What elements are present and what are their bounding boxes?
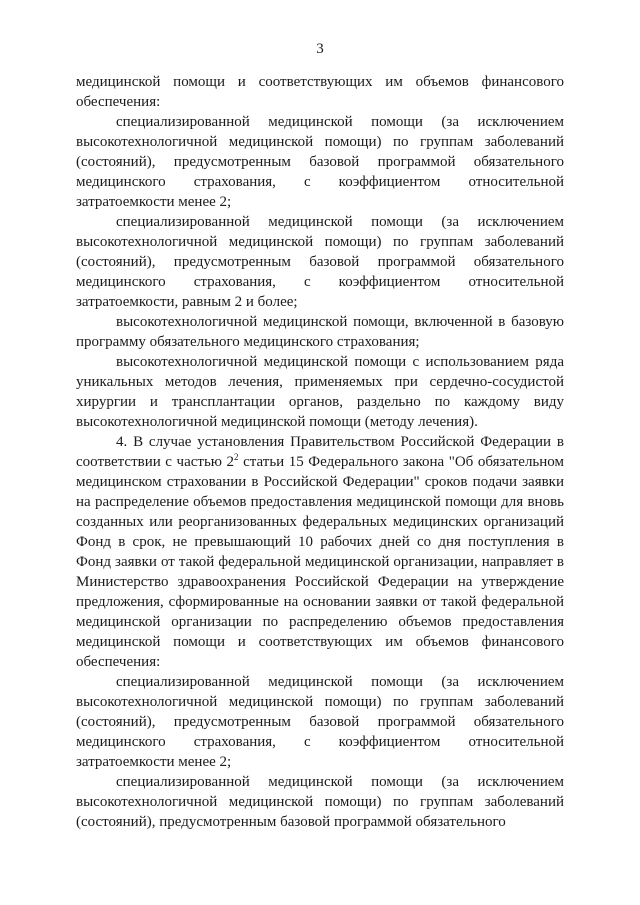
clause-4-text-start: 4. В случае установления Правительством Российской Федерации в соответствии с частью 2 bbox=[76, 434, 564, 470]
page-number: 3 bbox=[316, 41, 324, 57]
list-item-high-tech-care-unique-methods: высокотехнологичной медицинской помощи с использованием ряда уникальных методов лечения, применяемых при сердечно-сосудистой хирургии и трансплантации органов, раздельно по каждому виду высокотехнологичной медицинской помощи (методу лечения). bbox=[76, 354, 564, 430]
document-body bbox=[76, 72, 564, 832]
list-item-specialized-care-coef-below-2: специализированной медицинской помощи (за исключением высокотехнологичной медицинской помощи) по группам заболеваний (состояний), предусмотренным базовой программой обязательного медицинского страхования, с коэффициентом относительной затратоемкости менее 2; bbox=[76, 114, 564, 210]
clause-4-text-end: статьи 15 Федерального закона "Об обязательном медицинском страховании в Российской Федерации" сроков подачи заявки на распределение объемов предоставления медицинской помощи для вновь созданных или реорганизованных федеральных медицинских организаций Фонд в срок, не превышающий 10 рабочих дней со дня поступления в Фонд заявки от такой федеральной медицинской организации, направляет в Министерство здравоохранения Российской Федерации на утверждение предложения, сформированные на основании заявки от такой федеральной медицинской организации по распределению объемов предоставления медицинской помощи и соответствующих им объемов финансового обеспечения: bbox=[76, 454, 564, 670]
paragraph-continuation: медицинской помощи и соответствующих им объемов финансового обеспечения: bbox=[76, 74, 564, 110]
list-item-specialized-care-coef-2-plus-partial: специализированной медицинской помощи (за исключением высокотехнологичной медицинской помощи) по группам заболеваний (состояний), предусмотренным базовой программой обязательного bbox=[76, 774, 564, 830]
clause-4 bbox=[76, 432, 564, 672]
list-item-high-tech-care-base-program: высокотехнологичной медицинской помощи, включенной в базовую программу обязательного медицинского страхования; bbox=[76, 314, 564, 350]
list-item-specialized-care-coef-2-plus: специализированной медицинской помощи (за исключением высокотехнологичной медицинской помощи) по группам заболеваний (состояний), предусмотренным базовой программой обязательного медицинского страхования, с коэффициентом относительной затратоемкости, равным 2 и более; bbox=[76, 214, 564, 310]
part-superscript: 2 bbox=[234, 452, 239, 462]
list-item-specialized-care-coef-below-2-repeat: специализированной медицинской помощи (за исключением высокотехнологичной медицинской помощи) по группам заболеваний (состояний), предусмотренным базовой программой обязательного медицинского страхования, с коэффициентом относительной затратоемкости менее 2; bbox=[76, 674, 564, 770]
